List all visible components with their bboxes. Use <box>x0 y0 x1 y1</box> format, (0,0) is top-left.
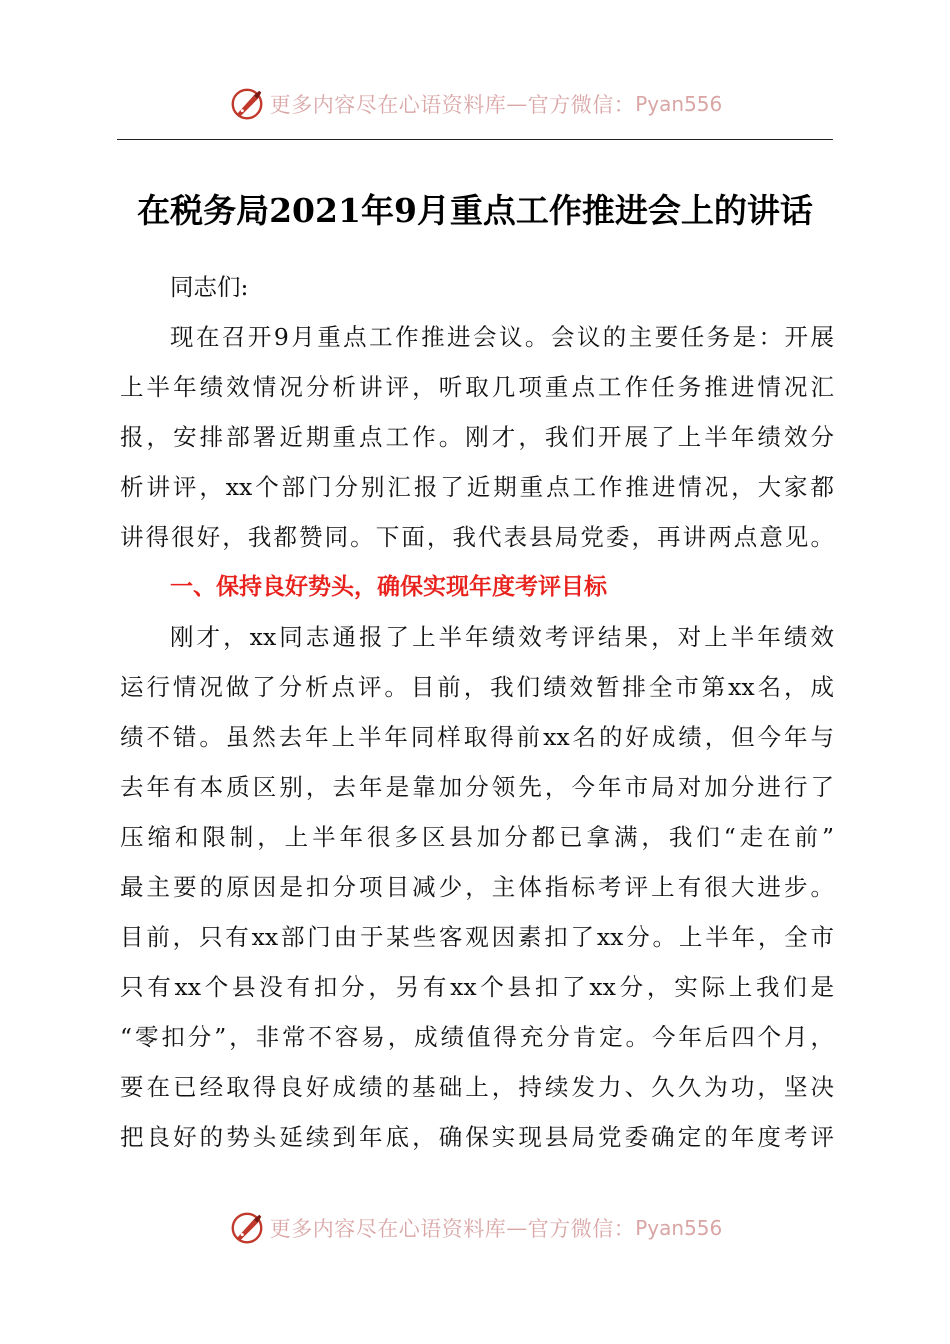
banner-slogan: 更多内容尽在心语资料库 <box>269 1217 507 1241</box>
document-title: 在税务局2021年9月重点工作推进会上的讲话 <box>137 191 813 230</box>
document-body <box>120 262 834 1162</box>
paragraph-line: 要在已经取得良好成绩的基础上，持续发力、久久为功，坚决 <box>120 1073 834 1101</box>
pen-nib-logo-icon <box>228 1209 266 1247</box>
banner-wechat-id: Pyan556 <box>635 92 723 116</box>
paragraph-line: 去年有本质区别，去年是靠加分领先，今年市局对加分进行了 <box>120 773 834 801</box>
paragraph-line: 报，安排部署近期重点工作。刚才，我们开展了上半年绩效分 <box>120 423 834 451</box>
paragraph-line: 压缩和限制，上半年很多区县加分都已拿满，我们“走在前” <box>120 823 834 851</box>
paragraph-line: 把良好的势头延续到年底，确保实现县局党委确定的年度考评 <box>120 1123 834 1151</box>
paragraph-line: 绩不错。虽然去年上半年同样取得前xx名的好成绩，但今年与 <box>120 723 834 751</box>
header-divider <box>117 139 833 140</box>
paragraph-line: 讲得很好，我都赞同。下面，我代表县局党委，再讲两点意见。 <box>120 523 834 551</box>
paragraph-line: “零扣分”，非常不容易，成绩值得充分肯定。今年后四个月， <box>120 1023 834 1051</box>
paragraph-line: 运行情况做了分析点评。目前，我们绩效暂排全市第xx名，成 <box>120 673 834 701</box>
paragraph-line: 现在召开9月重点工作推进会议。会议的主要任务是：开展 <box>170 323 834 351</box>
paragraph-line: 目前，只有xx部门由于某些客观因素扣了xx分。上半年，全市 <box>120 923 834 951</box>
footer-banner <box>0 1208 950 1248</box>
section-heading: 一、保持良好势头，确保实现年度考评目标 <box>170 574 607 600</box>
banner-wechat-label: 官方微信： <box>527 1217 636 1241</box>
banner-slogan: 更多内容尽在心语资料库 <box>269 93 507 117</box>
header-banner <box>0 84 950 124</box>
banner-wechat-label: 官方微信： <box>527 93 636 117</box>
salutation: 同志们: <box>170 273 249 301</box>
paragraph-line: 上半年绩效情况分析讲评，听取几项重点工作任务推进情况汇 <box>120 373 834 401</box>
banner-separator: — <box>506 92 528 116</box>
paragraph-line: 只有xx个县没有扣分，另有xx个县扣了xx分，实际上我们是 <box>120 973 834 1001</box>
paragraph-line: 最主要的原因是扣分项目减少，主体指标考评上有很大进步。 <box>120 873 834 901</box>
pen-nib-logo-icon <box>228 85 266 123</box>
paragraph-line: 刚才，xx同志通报了上半年绩效考评结果，对上半年绩效 <box>170 623 834 651</box>
banner-separator: — <box>506 1216 528 1240</box>
banner-wechat-id: Pyan556 <box>635 1216 723 1240</box>
paragraph-line: 析讲评，xx个部门分别汇报了近期重点工作推进情况，大家都 <box>120 473 834 501</box>
